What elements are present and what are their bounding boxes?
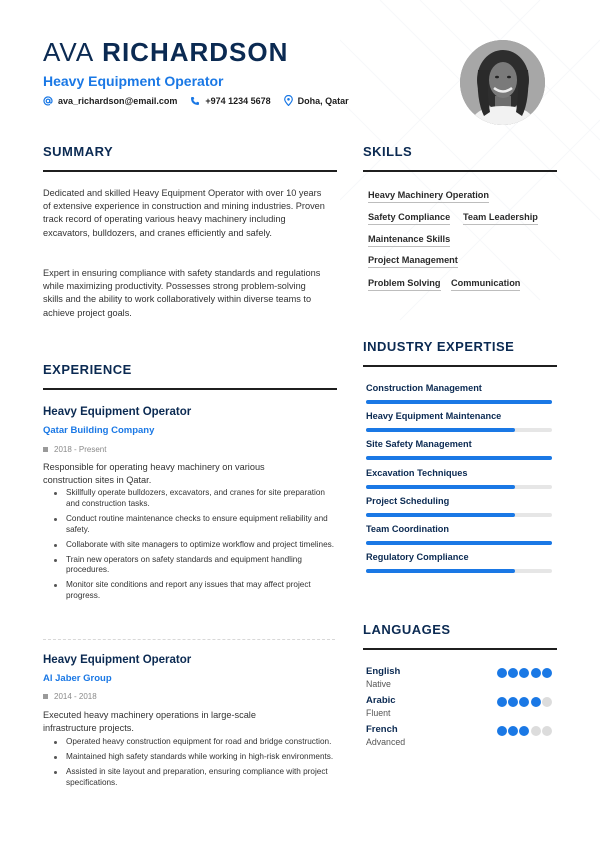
rating-dot-filled — [519, 668, 529, 678]
job-company[interactable]: Al Jaber Group — [43, 673, 112, 684]
job-role: Heavy Equipment Operator — [43, 73, 224, 89]
skills-rule — [363, 170, 557, 172]
language-level: Native — [366, 679, 391, 689]
rating-dot-filled — [508, 697, 518, 707]
avatar — [460, 40, 545, 125]
skills-heading: SKILLS — [363, 144, 413, 159]
expertise-label: Team Coordination — [366, 524, 450, 534]
skill-tag: Heavy Machinery Operation — [368, 190, 489, 203]
language-rating — [497, 726, 553, 736]
rating-dot-filled — [497, 697, 507, 707]
language-level: Advanced — [366, 737, 406, 747]
rating-dot-filled — [531, 668, 541, 678]
rating-dot-filled — [531, 697, 541, 707]
at-icon — [43, 96, 53, 106]
expertise-label: Construction Management — [366, 383, 482, 393]
skill-tag: Safety Compliance — [368, 212, 450, 225]
job-title: Heavy Equipment Operator — [43, 406, 192, 418]
rating-dot-empty — [542, 726, 552, 736]
summary-paragraph-2: Expert in ensuring compliance with safety standards and regulations while maximizing productivity. Possesses strong problem-solving skills and the ability to work collaboratively within diverse teams to achieve project goals. — [43, 268, 321, 318]
rating-dot-filled — [519, 697, 529, 707]
expertise-label: Excavation Techniques — [366, 467, 468, 478]
candidate-name — [43, 37, 288, 68]
job-bullet: Maintained high safety standards while working in high-risk environments. — [52, 752, 336, 763]
skill-tag: Problem Solving — [368, 278, 441, 291]
contact-bar — [43, 95, 362, 106]
job-description: Responsible for operating heavy machinery on various construction sites in Qatar. — [43, 462, 265, 485]
map-pin-icon — [284, 95, 293, 106]
job-bullet: Assisted in site layout and preparation, ensuring compliance with project specifications. — [52, 767, 336, 789]
languages-rule — [363, 648, 557, 650]
profile-photo — [460, 40, 545, 125]
email-text: ava_richardson@email.com — [58, 95, 178, 106]
expertise-bar-fill — [366, 513, 515, 517]
skill-tag: Communication — [451, 278, 520, 291]
expertise-bar-track — [366, 569, 552, 573]
phone-icon — [190, 96, 200, 106]
job-bullet: Train new operators on safety standards and equipment handling procedures. — [52, 555, 336, 577]
job-description: Executed heavy machinery operations in large-scale infrastructure projects. — [43, 710, 256, 733]
job-dates-text: 2018 - Present — [54, 445, 107, 454]
expertise-bar-fill — [366, 485, 515, 489]
rating-dot-filled — [508, 726, 518, 736]
language-name: French — [366, 724, 398, 735]
language-name: English — [366, 666, 401, 677]
rating-dot-filled — [508, 668, 518, 678]
location-text: Doha, Qatar — [297, 95, 349, 106]
expertise-label: Project Scheduling — [366, 495, 450, 506]
expertise-bar-track — [366, 541, 552, 545]
expertise-rule — [363, 365, 557, 367]
language-rating — [497, 668, 553, 678]
summary-paragraph-1: Dedicated and skilled Heavy Equipment Operator with over 10 years of extensive experience in construction and mining industries. Proven track record of operating various heavy machinery including excavators, bulldozers, and cranes efficiently and safely. — [43, 188, 325, 238]
job-dates — [43, 692, 97, 701]
rating-dot-empty — [531, 726, 541, 736]
expertise-heading: INDUSTRY EXPERTISE — [363, 339, 515, 354]
expertise-bar-track — [366, 456, 552, 460]
rating-dot-filled — [497, 726, 507, 736]
expertise-bar-track — [366, 485, 552, 489]
expertise-label: Heavy Equipment Maintenance — [366, 411, 502, 422]
job-dates — [43, 445, 106, 454]
job-divider — [43, 639, 335, 640]
language-rating — [497, 697, 553, 707]
job-bullet: Operated heavy construction equipment for road and bridge construction. — [52, 737, 336, 748]
expertise-bar-track — [366, 428, 552, 432]
first-name: AVA — [43, 37, 95, 67]
job-title: Heavy Equipment Operator — [43, 654, 192, 666]
job-bullet: Collaborate with site managers to optimize workflow and project timelines. — [52, 540, 336, 551]
expertise-label: Site Safety Management — [366, 439, 472, 450]
expertise-bar-fill — [366, 456, 552, 460]
phone-text: +974 1234 5678 — [205, 95, 271, 106]
job-company[interactable]: Qatar Building Company — [43, 425, 155, 436]
skill-tag: Project Management — [368, 255, 458, 268]
rating-dot-filled — [542, 668, 552, 678]
phone-contact[interactable] — [190, 96, 270, 106]
location-contact — [284, 95, 349, 106]
skill-tag: Maintenance Skills — [368, 234, 450, 247]
job-bullets — [52, 737, 336, 793]
experience-heading: EXPERIENCE — [43, 362, 132, 377]
email-contact[interactable] — [43, 96, 177, 106]
language-level: Fluent — [366, 708, 391, 718]
languages-heading: LANGUAGES — [363, 622, 451, 637]
job-dates-text: 2014 - 2018 — [54, 692, 97, 701]
calendar-icon — [43, 694, 48, 699]
expertise-bar-fill — [366, 541, 552, 545]
calendar-icon — [43, 447, 48, 452]
rating-dot-empty — [542, 697, 552, 707]
job-bullet: Skillfully operate bulldozers, excavators, and cranes for site preparation and construction tasks. — [52, 488, 336, 510]
rating-dot-filled — [497, 668, 507, 678]
rating-dot-filled — [519, 726, 529, 736]
last-name: RICHARDSON — [102, 37, 289, 67]
expertise-bar-fill — [366, 569, 515, 573]
language-name: Arabic — [366, 695, 396, 706]
skill-tag: Team Leadership — [463, 212, 538, 225]
summary-heading: SUMMARY — [43, 144, 114, 159]
expertise-bar-fill — [366, 428, 515, 432]
job-bullet: Monitor site conditions and report any issues that may affect project progress. — [52, 580, 336, 602]
expertise-bar-fill — [366, 400, 552, 404]
expertise-label: Regulatory Compliance — [366, 552, 469, 563]
job-bullets — [52, 488, 336, 606]
experience-rule — [43, 388, 337, 390]
expertise-bar-track — [366, 400, 552, 404]
job-bullet: Conduct routine maintenance checks to ensure equipment reliability and safety. — [52, 514, 336, 536]
summary-rule — [43, 170, 337, 172]
expertise-bar-track — [366, 513, 552, 517]
